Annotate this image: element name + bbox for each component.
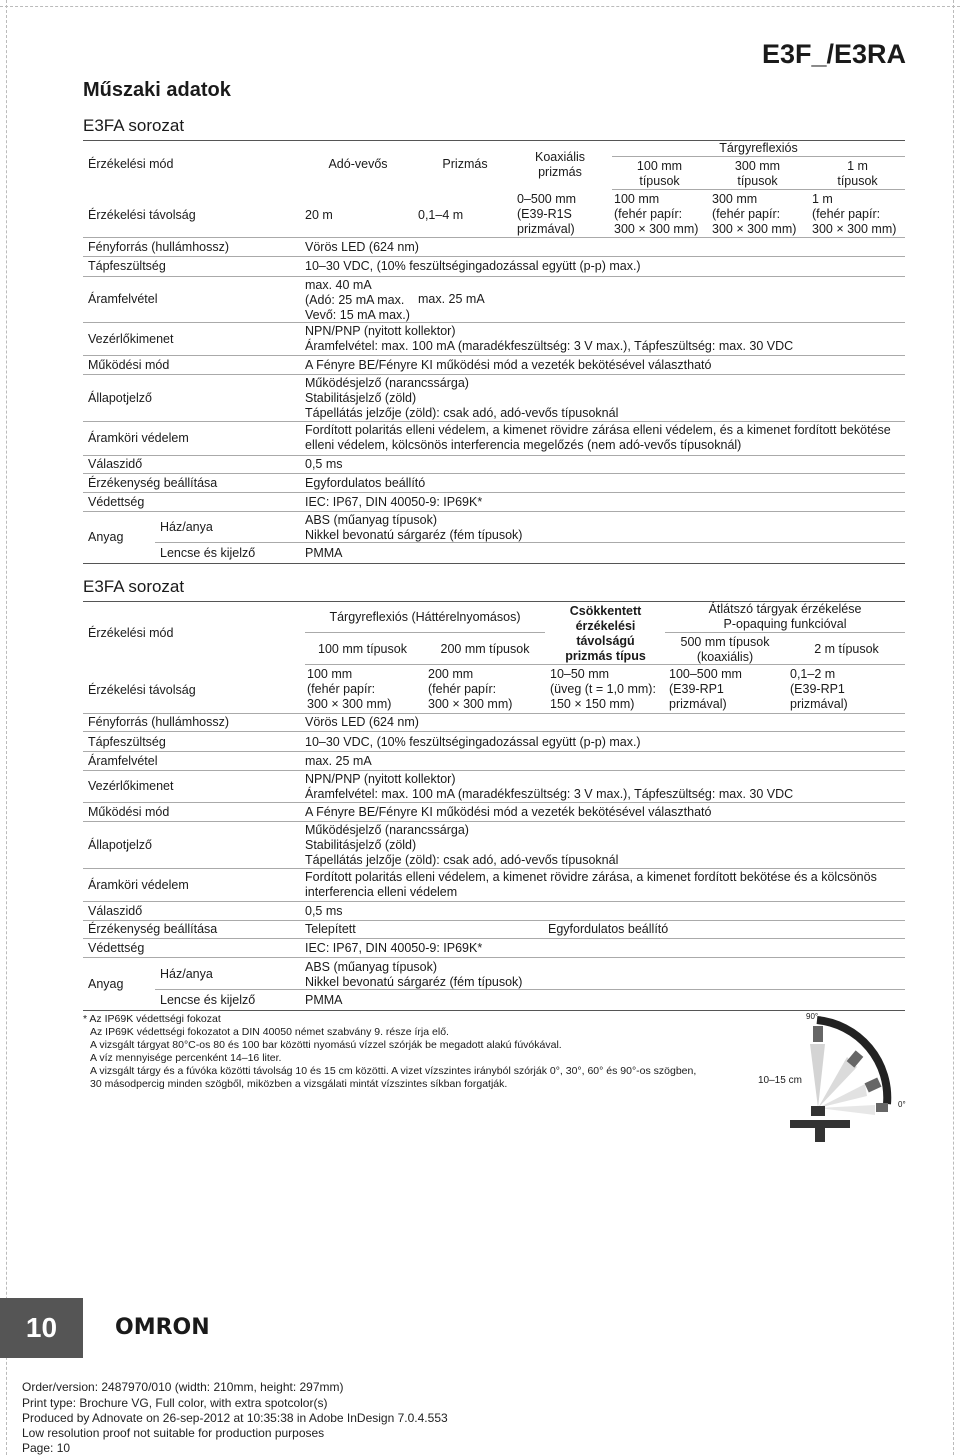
t1-rule	[83, 511, 905, 512]
t1-housing-value: ABS (műanyag típusok) Nikkel bevonatú sárgaréz (fém típusok)	[305, 513, 523, 542]
t1-dist-1m: 1 m (fehér papír: 300 × 300 mm)	[812, 192, 897, 236]
t1-rule	[83, 237, 905, 238]
t2-row-value: Vörös LED (624 nm)	[305, 715, 419, 729]
t2-row-label: Tápfeszültség	[88, 735, 166, 749]
t1-rule	[83, 492, 905, 493]
t2-housing-label: Ház/anya	[160, 967, 213, 981]
t2-lens-label: Lencse és kijelző	[160, 993, 256, 1007]
t1-row-value-2: max. 25 mA	[418, 292, 485, 306]
t1-header-coax: Koaxiális prizmás	[534, 150, 586, 179]
t1-header-300: 300 mm típusok	[734, 159, 781, 188]
t1-rule	[83, 455, 905, 456]
t2-dist-200: 200 mm (fehér papír: 300 × 300 mm)	[428, 667, 513, 711]
t2-row-label: Érzékenység beállítása	[88, 922, 218, 936]
section-title: Műszaki adatok	[83, 79, 231, 101]
t2-rule	[83, 821, 905, 822]
table1-bottom-rule	[83, 563, 905, 564]
t1-material-label: Anyag	[88, 530, 124, 544]
t2-header-clear2m: 2 m típusok	[814, 642, 879, 656]
footnote-line: 30 másodpercig minden szögből, miközben a vizsgálati mintát vízszintes síkban forgatják.	[90, 1078, 508, 1090]
ip69k-test-diagram	[755, 1012, 915, 1142]
t2-rule	[83, 901, 905, 902]
t2-row-label: Védettség	[88, 941, 145, 955]
t1-rule	[83, 473, 905, 474]
t1-rule	[83, 374, 905, 375]
footnote-line: A vizsgált tárgyat 80°C-os 80 és 100 bar közötti nyomású vízzel szórják be megadott alakú fúvókával.	[90, 1039, 562, 1051]
crop-mark-right	[953, 0, 954, 1455]
print-meta-line: Low resolution proof not suitable for production purposes	[22, 1426, 325, 1440]
crop-mark-left	[6, 0, 7, 1455]
print-meta-line: Print type: Brochure VG, Full color, with extra spotcolor(s)	[22, 1396, 328, 1410]
t2-rule	[155, 989, 905, 990]
t2-bgs-rule	[305, 632, 545, 633]
table2-bottom-rule	[83, 1010, 905, 1011]
t1-row-label: Állapotjelző	[88, 391, 152, 405]
t2-rule	[83, 957, 905, 958]
diagram-distance: 10–15 cm	[758, 1075, 802, 1086]
t2-row-value: Működésjelző (narancssárga) Stabilitásjelző (zöld) Tápellátás jelzője (zöld): csak adó, adó-vevős típusoknál	[305, 823, 619, 867]
t2-row-value: A Fényre BE/Fényre KI működési mód a vezeték bekötésével választható	[305, 805, 712, 819]
t2-dist-short: 10–50 mm (üveg (t = 1,0 mm): 150 × 150 mm)	[550, 667, 656, 711]
t1-header-thru: Adó-vevős	[328, 157, 388, 171]
t1-row-label: Védettség	[88, 495, 145, 509]
t1-row-value: Vörös LED (624 nm)	[305, 240, 419, 254]
t2-header-clear500: 500 mm típusok (koaxiális)	[680, 635, 770, 664]
crop-mark-top	[0, 6, 960, 7]
t1-lens-value: PMMA	[305, 546, 343, 560]
t2-rule	[83, 713, 905, 714]
t2-rule	[83, 938, 905, 939]
t1-row-label: Működési mód	[88, 358, 170, 372]
table2-series-title: E3FA sorozat	[83, 577, 185, 596]
t2-row-value: Telepített	[305, 922, 356, 936]
print-meta-line: Order/version: 2487970/010 (width: 210mm, height: 297mm)	[22, 1380, 344, 1394]
t1-rule	[83, 256, 905, 257]
table1-series-title: E3FA sorozat	[83, 116, 185, 135]
t2-row-label: Fényforrás (hullámhossz)	[88, 715, 230, 729]
t2-header-rule	[305, 664, 905, 665]
t1-header-prism: Prizmás	[442, 157, 488, 171]
page-number-badge: 10	[0, 1298, 83, 1358]
t1-dist-label: Érzékelési távolság	[88, 208, 196, 222]
t1-row-label: Érzékenység beállítása	[88, 476, 218, 490]
t1-rule	[83, 355, 905, 356]
t2-rule	[83, 868, 905, 869]
t1-row-label: Válaszidő	[88, 457, 143, 471]
t2-rule	[83, 802, 905, 803]
t2-header-bgs: Tárgyreflexiós (Háttérelnyomásos)	[329, 610, 521, 624]
t1-mode-label: Érzékelési mód	[88, 157, 174, 171]
print-meta-line: Page: 10	[22, 1441, 71, 1455]
t2-header-short: Csökkentett érzékelési távolságú prizmás típus	[565, 604, 646, 663]
print-meta-line: Produced by Adnovate on 26-sep-2012 at 10:35:38 in Adobe InDesign 7.0.4.553	[22, 1411, 448, 1425]
t1-row-value: IEC: IP67, DIN 40050-9: IP69K*	[305, 495, 483, 509]
t2-rule	[83, 731, 905, 732]
t1-header-100: 100 mm típusok	[636, 159, 683, 188]
t1-row-value: NPN/PNP (nyitott kollektor) Áramfelvétel: max. 100 mA (maradékfeszültség: 3 V max.), Tápfeszültség: max. 30 VDC	[305, 324, 794, 353]
t2-housing-value: ABS (műanyag típusok) Nikkel bevonatú sárgaréz (fém típusok)	[305, 960, 523, 989]
t1-row-value: Egyfordulatos beállító	[305, 476, 426, 490]
t1-rule	[83, 322, 905, 323]
t1-row-value: 10–30 VDC, (10% feszültségingadozással együtt (p-p) max.)	[305, 259, 641, 273]
t2-row-value: 0,5 ms	[305, 904, 343, 918]
t1-row-value: Működésjelző (narancssárga) Stabilitásjelző (zöld) Tápellátás jelzője (zöld): csak adó, adó-vevős típusoknál	[305, 376, 619, 420]
t2-row-label: Áramköri védelem	[88, 878, 189, 892]
t2-dist-label: Érzékelési távolság	[88, 683, 196, 697]
footnote-line: A víz mennyisége percenként 14–16 liter.	[90, 1052, 282, 1064]
t1-row-value: 0,5 ms	[305, 457, 343, 471]
product-code: E3F_/E3RA	[761, 39, 906, 69]
t1-header-diffuse: Tárgyreflexiós	[719, 141, 798, 155]
t1-dist-100: 100 mm (fehér papír: 300 × 300 mm)	[614, 192, 699, 236]
t2-dist-500: 100–500 mm (E39-RP1 prizmával)	[669, 667, 742, 711]
t2-row-label: Áramfelvétel	[88, 754, 158, 768]
t2-row-value-2: Egyfordulatos beállító	[548, 922, 669, 936]
t1-dist-coax: 0–500 mm (E39-R1S prizmával)	[517, 192, 577, 236]
diagram-angle-90: 90°	[806, 1012, 819, 1021]
t1-rule	[83, 276, 905, 277]
t1-row-value: A Fényre BE/Fényre KI működési mód a vezeték bekötésével választható	[305, 358, 712, 372]
t2-row-value: IEC: IP67, DIN 40050-9: IP69K*	[305, 941, 483, 955]
t1-row-label: Áramfelvétel	[88, 292, 158, 306]
footnote-title: * Az IP69K védettségi fokozat	[83, 1013, 221, 1025]
t2-rule	[83, 920, 905, 921]
t1-row-label: Fényforrás (hullámhossz)	[88, 240, 230, 254]
t1-housing-label: Ház/anya	[160, 520, 213, 534]
t2-row-value: 10–30 VDC, (10% feszültségingadozással együtt (p-p) max.)	[305, 735, 641, 749]
t2-header-bgs200: 200 mm típusok	[440, 642, 530, 656]
t2-row-value: Fordított polaritás elleni védelem, a kimenet rövidre zárása, a kimenet fordított bekötése és a kölcsönös interferencia elleni védelem	[305, 870, 877, 899]
t2-rule	[83, 770, 905, 771]
diagram-angle-0: 0°	[898, 1100, 906, 1109]
t2-row-label: Állapotjelző	[88, 838, 152, 852]
t1-row-label: Vezérlőkimenet	[88, 332, 174, 346]
t1-row-value: Fordított polaritás elleni védelem, a kimenet rövidre zárása elleni védelem, és a kimenet fordított bekötése elleni védelem, kölcsönös interferencia megelőzés (nem adó-vevős típusoknál)	[305, 423, 891, 452]
t1-diffuse-rule	[612, 156, 905, 157]
t2-lens-value: PMMA	[305, 993, 343, 1007]
t2-row-label: Válaszidő	[88, 904, 143, 918]
omron-logo: OMRON	[115, 1315, 210, 1340]
t1-header-1m: 1 m típusok	[837, 159, 878, 188]
t1-lens-label: Lencse és kijelző	[160, 546, 256, 560]
t2-rule	[83, 751, 905, 752]
t1-dist-300: 300 mm (fehér papír: 300 × 300 mm)	[712, 192, 797, 236]
t1-dist-thru: 20 m	[305, 208, 333, 222]
t2-header-bgs100: 100 mm típusok	[318, 642, 407, 656]
t1-row-value: max. 40 mA (Adó: 25 mA max. Vevő: 15 mA max.)	[305, 278, 410, 322]
t2-dist-2m: 0,1–2 m (E39-RP1 prizmával)	[790, 667, 848, 711]
t1-rule	[83, 421, 905, 422]
t2-row-value: max. 25 mA	[305, 754, 372, 768]
t2-row-label: Működési mód	[88, 805, 170, 819]
footnote-line: A vizsgált tárgy és a fúvóka közötti távolság 10 és 15 cm közötti. A vizet vízszintes irányból szórják 0°, 30°, 60° és 90°-os szögben,	[90, 1065, 697, 1077]
t2-clear-rule	[665, 632, 905, 633]
t2-dist-100: 100 mm (fehér papír: 300 × 300 mm)	[307, 667, 392, 711]
t2-material-label: Anyag	[88, 977, 124, 991]
footnote-line: Az IP69K védettségi fokozatot a DIN 40050 német szabvány 9. része írja elő.	[90, 1026, 449, 1038]
t2-header-clear: Átlátszó tárgyak érzékelése P-opaquing funkcióval	[708, 602, 862, 631]
t1-rule	[155, 542, 905, 543]
t2-row-value: NPN/PNP (nyitott kollektor) Áramfelvétel: max. 100 mA (maradékfeszültség: 3 V max.), Tápfeszültség: max. 30 VDC	[305, 772, 794, 801]
t2-mode-label: Érzékelési mód	[88, 626, 174, 640]
t2-row-label: Vezérlőkimenet	[88, 779, 174, 793]
t1-row-label: Áramköri védelem	[88, 431, 189, 445]
t1-header-rule	[612, 189, 905, 190]
t1-row-label: Tápfeszültség	[88, 259, 166, 273]
t1-dist-prism: 0,1–4 m	[418, 208, 464, 222]
